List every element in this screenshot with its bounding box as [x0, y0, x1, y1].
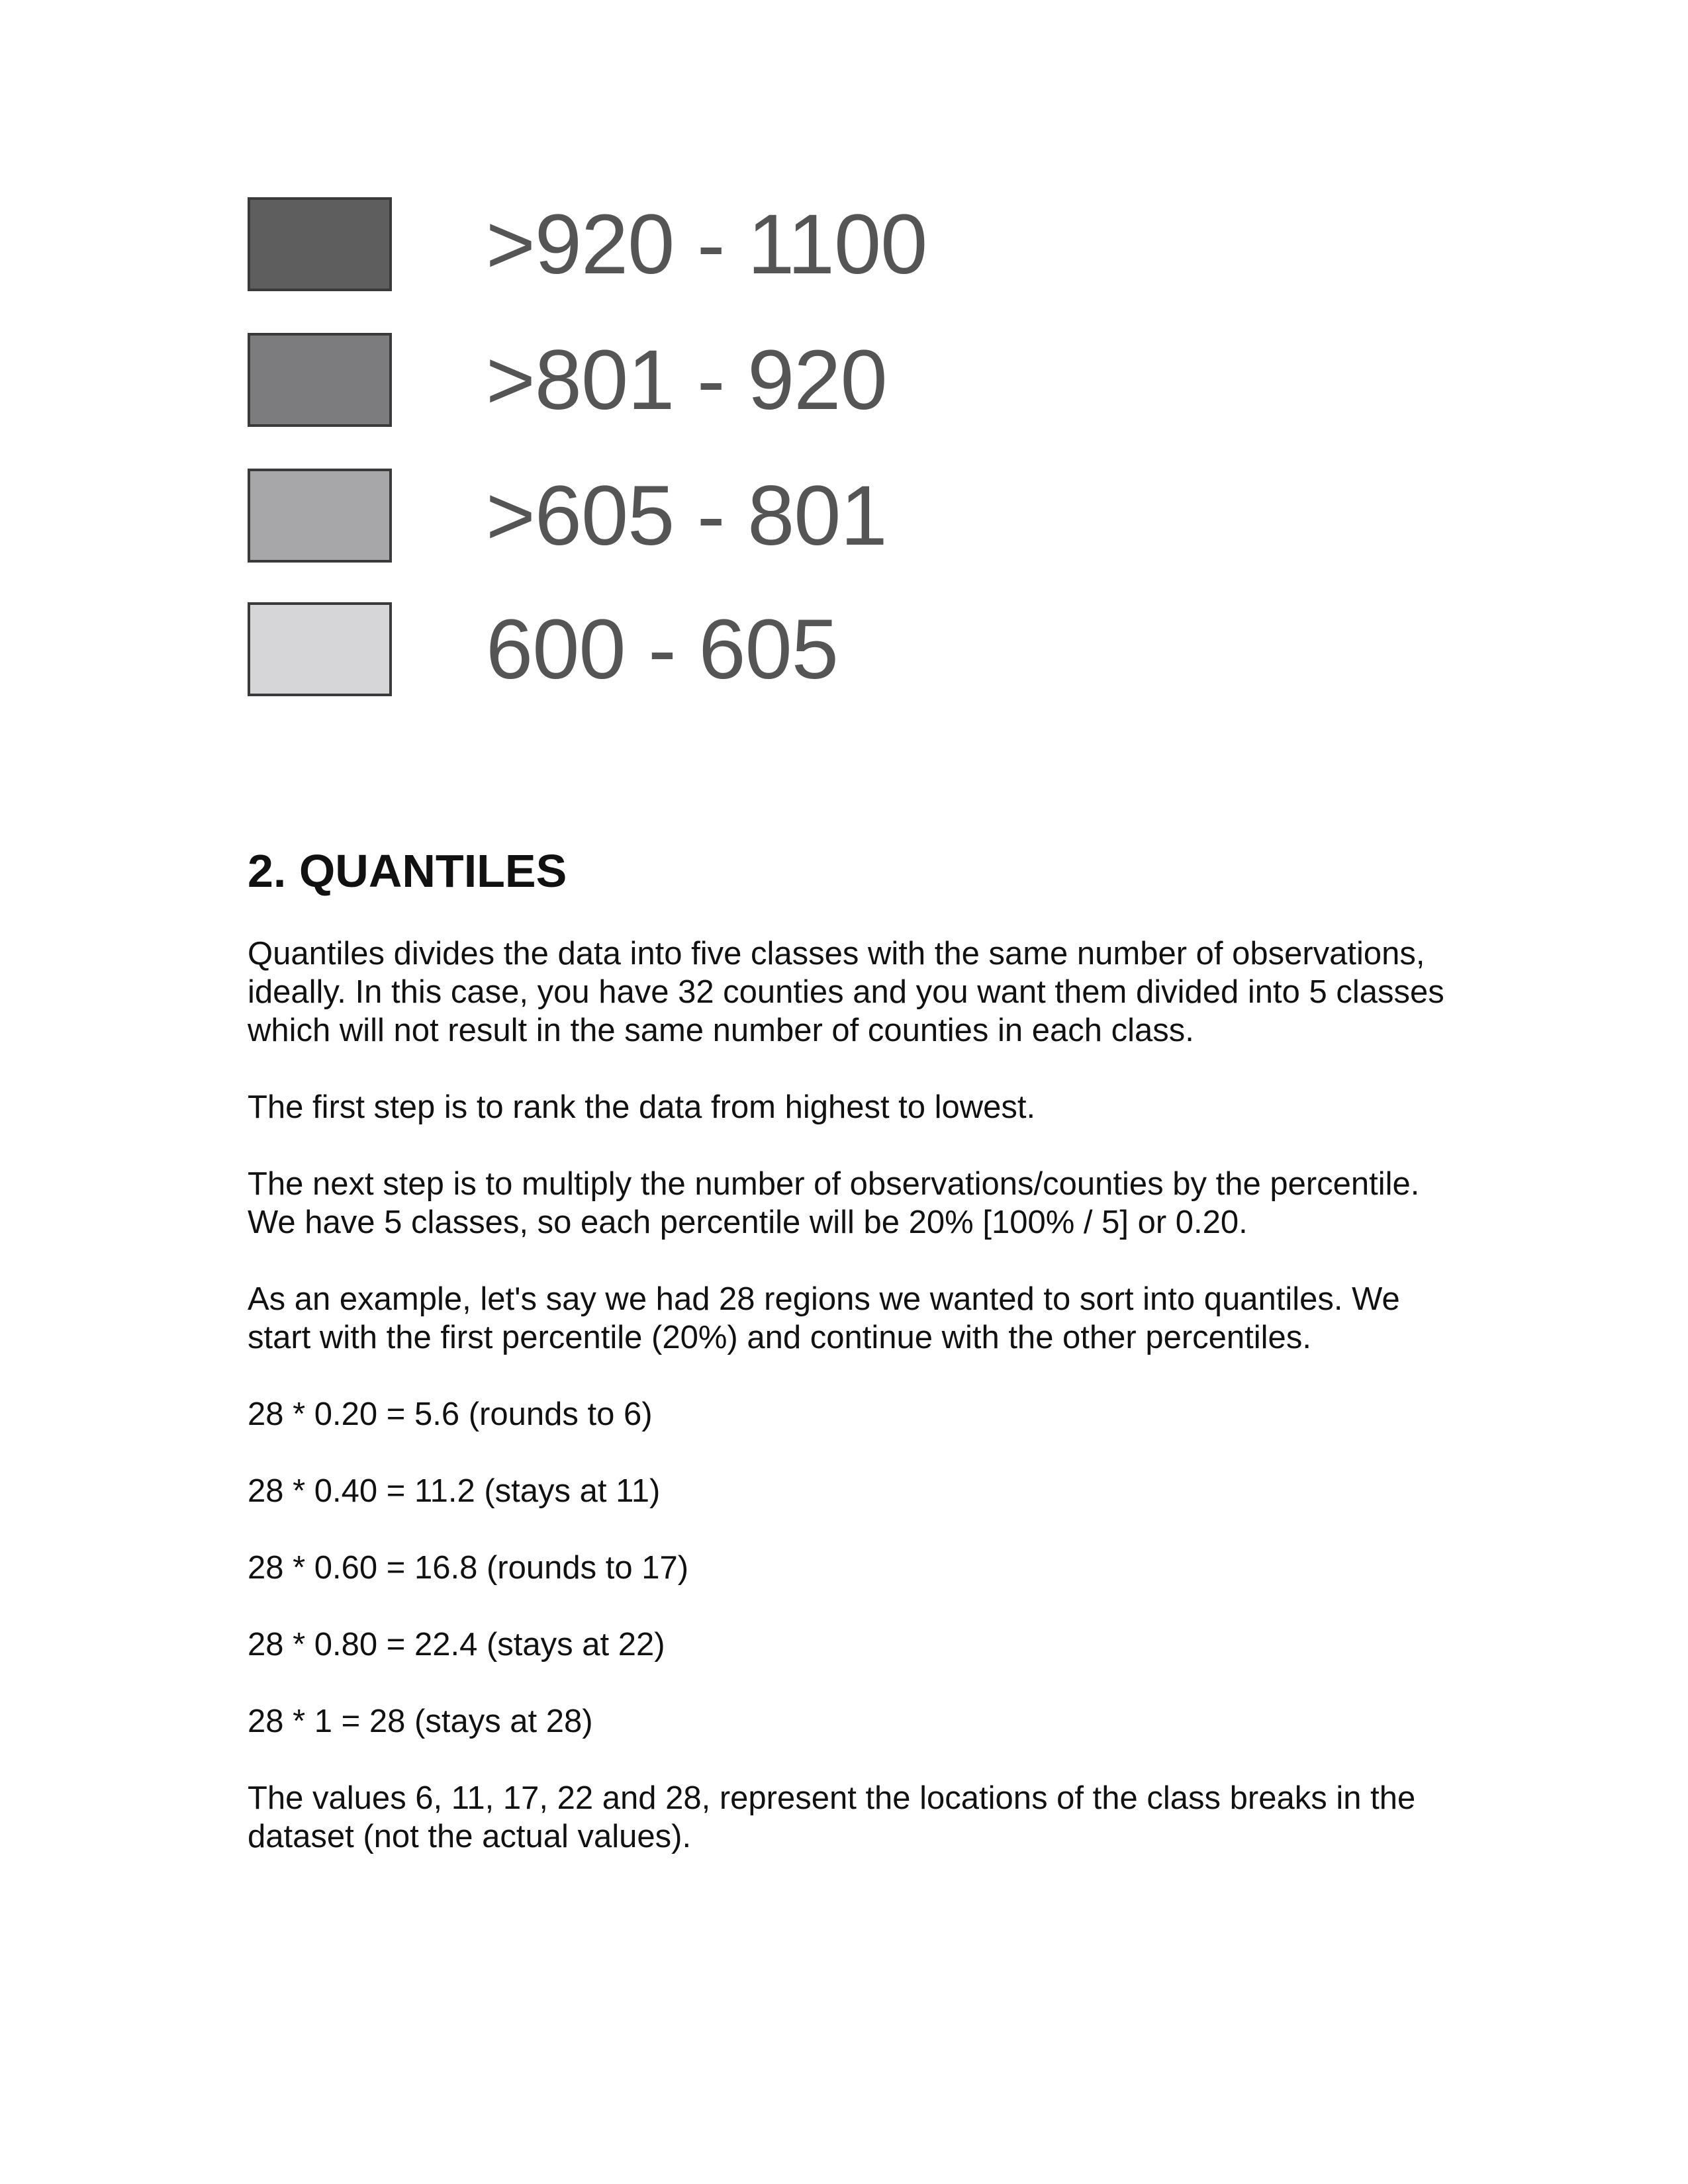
legend-label: >801 - 920: [486, 333, 887, 428]
calculation-line: 28 * 0.60 = 16.8 (rounds to 17): [248, 1550, 689, 1586]
legend-swatch: [248, 469, 392, 563]
legend-item: [248, 602, 1042, 700]
calculation-line: 28 * 0.20 = 5.6 (rounds to 6): [248, 1396, 653, 1432]
paragraph-step-two: The next step is to multiply the number of observations/counties by the percentile. We have 5 classes, so each percentile will be 20% [100% / 5] or 0.20.: [248, 1166, 1420, 1240]
paragraph-conclusion: The values 6, 11, 17, 22 and 28, represent the locations of the class breaks in the dataset (not the actual values).: [248, 1780, 1416, 1854]
legend-swatch: [248, 197, 392, 291]
document-body: [248, 839, 1446, 1894]
legend-item: [248, 469, 1042, 567]
paragraph-intro: Quantiles divides the data into five classes with the same number of observations, ideally. In this case, you have 32 counties and you want them divided into 5 classes which will not result in the same number of counties in each class.: [248, 936, 1444, 1048]
legend-swatch: [248, 333, 392, 427]
paragraph-example: As an example, let's say we had 28 regions we wanted to sort into quantiles. We start with the first percentile (20%) and continue with the other percentiles.: [248, 1281, 1400, 1355]
legend-item: [248, 197, 1042, 295]
paragraph-step-one: The first step is to rank the data from highest to lowest.: [248, 1089, 1036, 1125]
section-heading: 2. QUANTILES: [248, 845, 567, 897]
calculation-line: 28 * 1 = 28 (stays at 28): [248, 1704, 593, 1739]
legend-label: >605 - 801: [486, 469, 887, 563]
map-legend: [248, 197, 1042, 700]
legend-label: 600 - 605: [486, 602, 838, 697]
legend-label: >920 - 1100: [486, 197, 927, 292]
legend-item: [248, 333, 1042, 431]
legend-swatch: [248, 602, 392, 696]
calculation-line: 28 * 0.40 = 11.2 (stays at 11): [248, 1473, 661, 1509]
calculation-line: 28 * 0.80 = 22.4 (stays at 22): [248, 1627, 665, 1662]
